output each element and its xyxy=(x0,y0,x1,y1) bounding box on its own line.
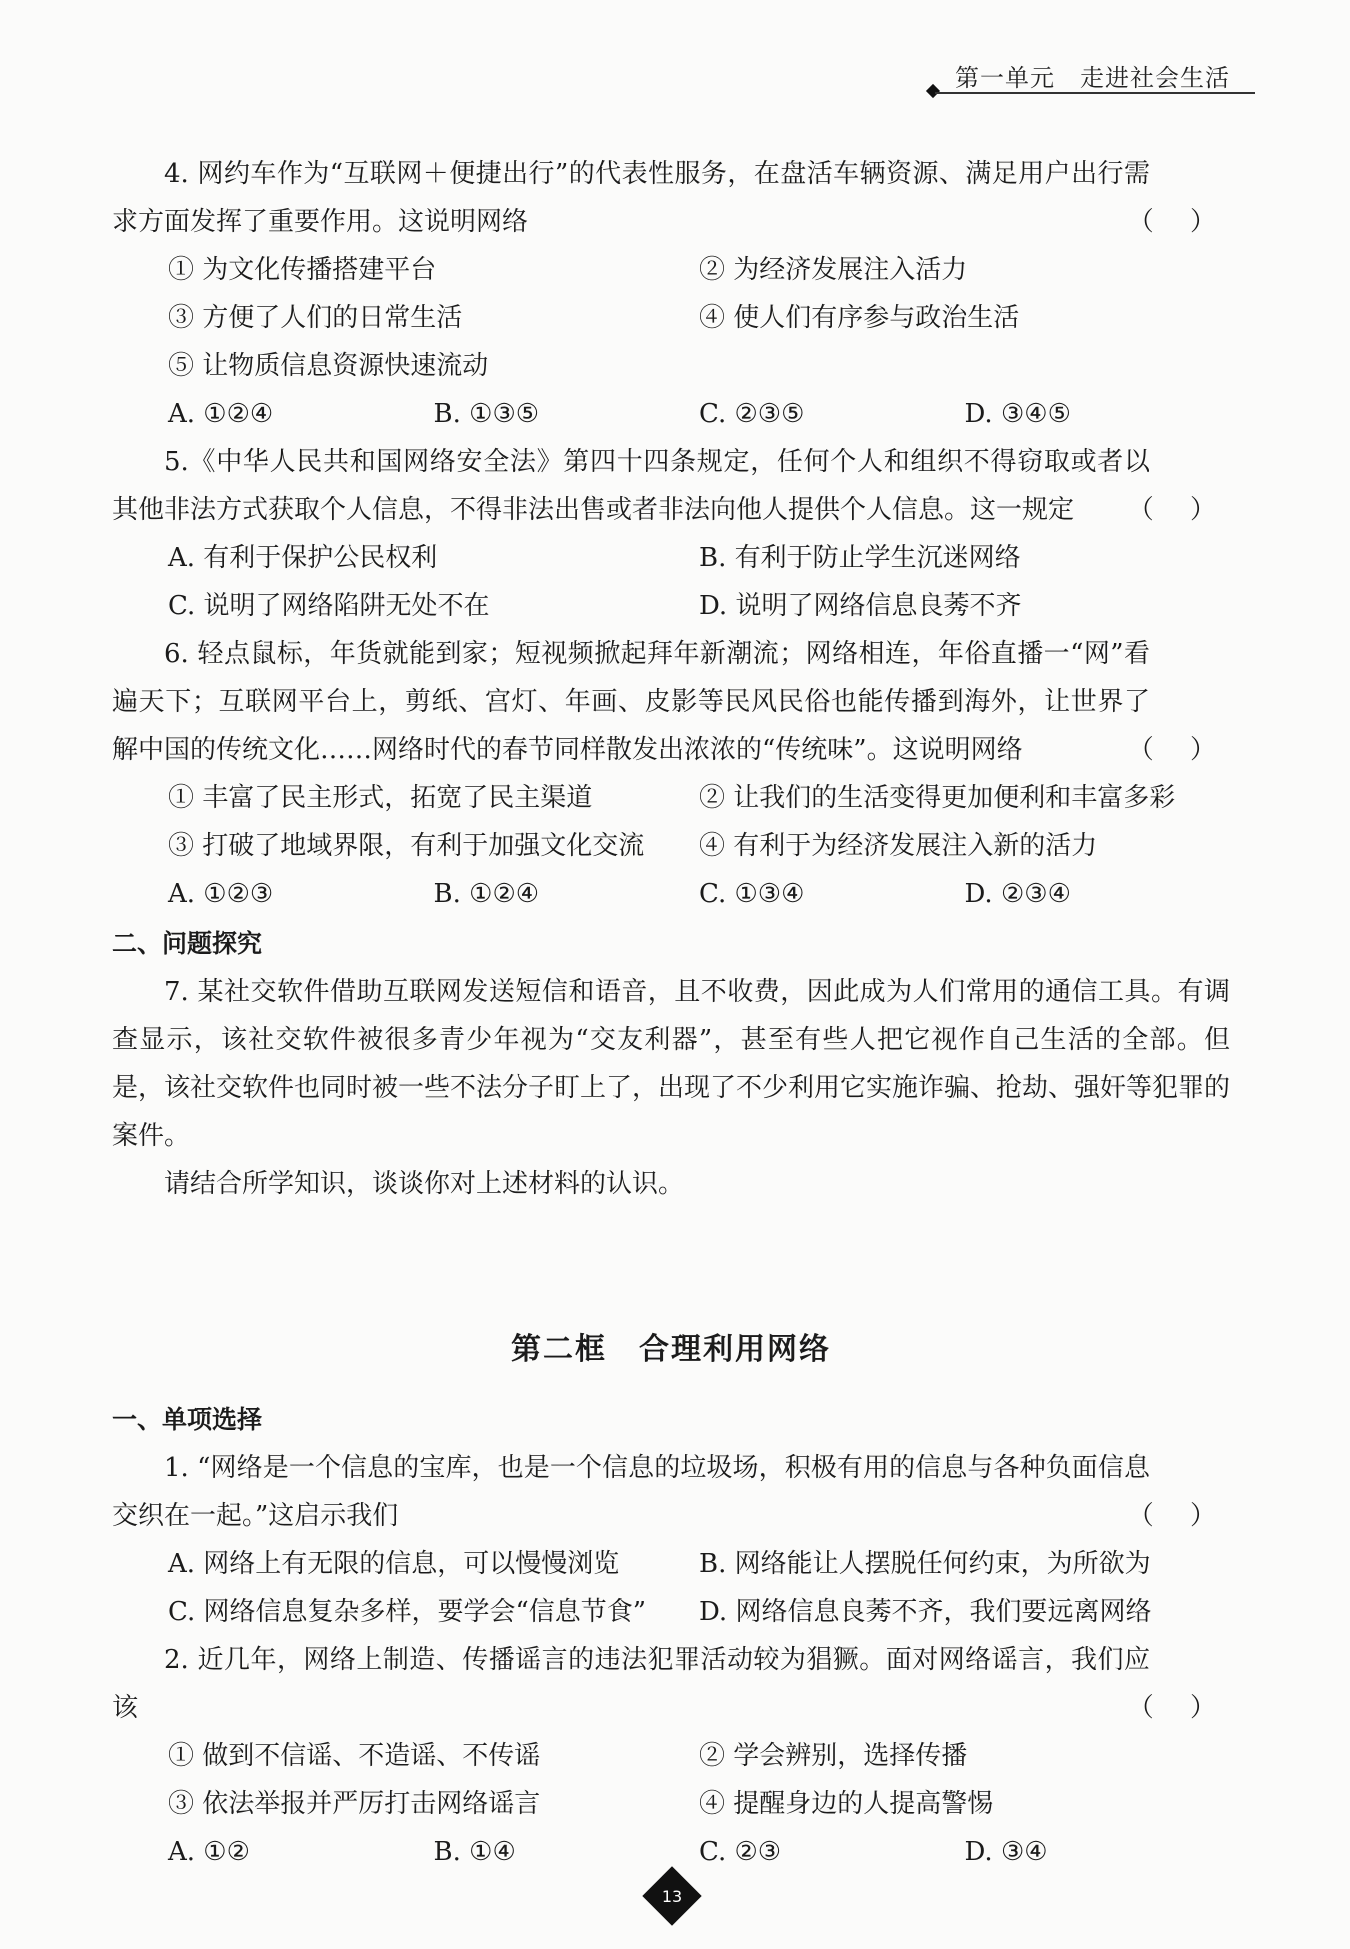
option: ④ 有利于为经济发展注入新的活力 xyxy=(699,831,1098,861)
unit-header: 第一单元 走进社会生活 xyxy=(955,64,1230,92)
question-b1-stem xyxy=(112,1444,1230,1540)
content xyxy=(112,150,1230,1876)
question-5-text: 5.《中华人民共和国网络安全法》第四十四条规定，任何个人和组织不得窃取或者以其他非法方式获取个人信息，不得非法出售或者非法向他人提供个人信息。这一规定 xyxy=(112,447,1150,525)
option: ① 为文化传播搭建平台 xyxy=(168,255,437,285)
question-6-options xyxy=(112,774,1230,822)
page-number: 13 xyxy=(661,1886,683,1906)
question-b1-text: 1. “网络是一个信息的宝库，也是一个信息的垃圾场，积极有用的信息与各种负面信息交织在一起。”这启示我们 xyxy=(112,1453,1150,1531)
question-b1-choices xyxy=(112,1588,1230,1636)
question-5-choices xyxy=(112,582,1230,630)
option: ④ 提醒身边的人提高警惕 xyxy=(699,1789,994,1819)
choice: C. 说明了网络陷阱无处不在 xyxy=(168,591,490,621)
choice: D. ③④ xyxy=(964,1837,1048,1867)
question-6-stem xyxy=(112,630,1230,774)
question-b2-text: 2. 近几年，网络上制造、传播谣言的违法犯罪活动较为猖獗。面对网络谣言，我们应该 xyxy=(112,1645,1150,1723)
choice: B. 网络能让人摆脱任何约束，为所欲为 xyxy=(699,1549,1151,1579)
choice: B. ①②④ xyxy=(433,879,540,909)
option: ② 为经济发展注入活力 xyxy=(699,255,968,285)
choice: B. 有利于防止学生沉迷网络 xyxy=(699,543,1021,573)
option: ② 学会辨别，选择传播 xyxy=(699,1741,968,1771)
choice: D. ②③④ xyxy=(964,879,1071,909)
option: ① 丰富了民主形式，拓宽了民主渠道 xyxy=(168,783,593,813)
answer-paren: （ ） xyxy=(1127,1693,1230,1723)
option: ③ 依法举报并严厉打击网络谣言 xyxy=(168,1789,541,1819)
question-7-text: 7. 某社交软件借助互联网发送短信和语音，且不收费，因此成为人们常用的通信工具。有调查显示，该社交软件被很多青少年视为“交友利器”，甚至有些人把它视作自己生活的全部。但是，该社交软件也同时被一些不法分子盯上了，出现了不少利用它实施诈骗、抢劫、强奸等犯罪的案件。 xyxy=(112,977,1231,1151)
question-b2-options xyxy=(112,1780,1230,1828)
question-5-choices xyxy=(112,534,1230,582)
option: ③ 打破了地域界限，有利于加强文化交流 xyxy=(168,831,645,861)
choice: B. ①③⑤ xyxy=(433,399,540,429)
question-7-prompt: 请结合所学知识，谈谈你对上述材料的认识。 xyxy=(164,1169,685,1199)
option: ① 做到不信谣、不造谣、不传谣 xyxy=(168,1741,541,1771)
question-4-options xyxy=(112,294,1230,342)
question-4-options xyxy=(112,246,1230,294)
choice: C. ①③④ xyxy=(699,879,805,909)
question-6-choices xyxy=(112,870,1230,918)
choice: A. 网络上有无限的信息，可以慢慢浏览 xyxy=(168,1549,620,1579)
choice: C. ②③ xyxy=(699,1837,782,1867)
choice: B. ①④ xyxy=(433,1837,516,1867)
option: ④ 使人们有序参与政治生活 xyxy=(699,303,1020,333)
choice: A. ①②④ xyxy=(168,399,274,429)
choice: A. 有利于保护公民权利 xyxy=(168,543,438,573)
choice: D. 说明了网络信息良莠不齐 xyxy=(699,591,1022,621)
choice: D. ③④⑤ xyxy=(964,399,1071,429)
option: ② 让我们的生活变得更加便利和丰富多彩 xyxy=(699,783,1176,813)
choice: D. 网络信息良莠不齐，我们要远离网络 xyxy=(699,1597,1152,1627)
answer-paren: （ ） xyxy=(1127,1501,1230,1531)
header-rule xyxy=(935,92,1255,94)
choice: A. ①② xyxy=(168,1837,250,1867)
choice: A. ①②③ xyxy=(168,879,274,909)
question-4-stem xyxy=(112,150,1230,246)
choice: C. 网络信息复杂多样，要学会“信息节食” xyxy=(168,1597,647,1627)
question-4-options xyxy=(112,342,1230,390)
question-4-choices xyxy=(112,390,1230,438)
header-diamond-icon xyxy=(926,84,940,98)
answer-paren: （ ） xyxy=(1127,735,1230,765)
question-b1-choices xyxy=(112,1540,1230,1588)
question-4-text: 4. 网约车作为“互联网＋便捷出行”的代表性服务，在盘活车辆资源、满足用户出行需求方面发挥了重要作用。这说明网络 xyxy=(112,159,1150,237)
question-6-text: 6. 轻点鼠标，年货就能到家；短视频掀起拜年新潮流；网络相连，年俗直播一“网”看遍天下；互联网平台上，剪纸、宫灯、年画、皮影等民风民俗也能传播到海外，让世界了解中国的传统文化……网络时代的春节同样散发出浓浓的“传统味”。这说明网络 xyxy=(112,639,1151,765)
answer-paren: （ ） xyxy=(1127,495,1230,525)
section-heading: 二、问题探究 xyxy=(112,929,263,958)
option: ⑤ 让物质信息资源快速流动 xyxy=(168,351,489,381)
section-heading: 一、单项选择 xyxy=(112,1405,263,1434)
question-5-stem xyxy=(112,438,1230,534)
question-b2-options xyxy=(112,1732,1230,1780)
lesson-title: 第二框 合理利用网络 xyxy=(511,1332,831,1367)
question-6-options xyxy=(112,822,1230,870)
choice: C. ②③⑤ xyxy=(699,399,805,429)
answer-paren: （ ） xyxy=(1127,207,1230,237)
question-b2-stem xyxy=(112,1636,1230,1732)
option: ③ 方便了人们的日常生活 xyxy=(168,303,463,333)
